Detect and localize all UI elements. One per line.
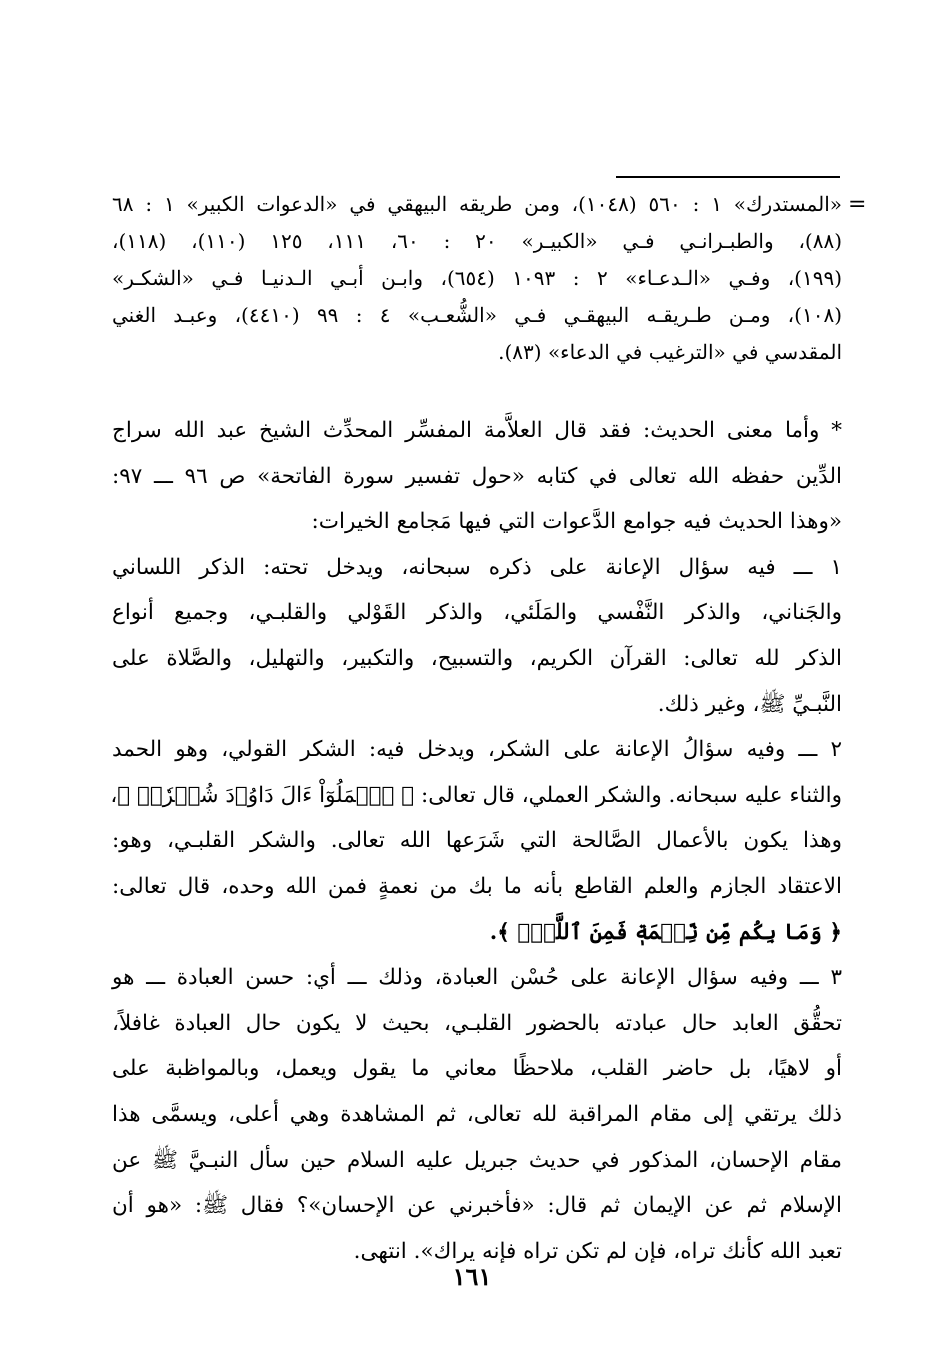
intro-paragraph [112, 408, 842, 545]
footnote-line: المقدسي في «الترغيب في الدعاء» (٨٣). [498, 340, 842, 364]
body-line: أو لاهيًا، بل حاضر القلب، ملاحظًا معاني ما يقول ويعمل، وبالمواظبة على [112, 1056, 842, 1082]
body-line: والثناء عليه سبحانه. والشكر العملي، قال تعالى: ﴿ ٱعۡمَلُوٓاْ ءَالَ دَاوُۥدَ شُكۡرٗاۚ ﴾، [110, 782, 842, 808]
footnote-line: «المستدرك» ١ : ٥٦٠ (١٠٤٨)، ومن طريقه البيهقي في «الدعوات الكبير» ١ : ٦٨ [112, 192, 843, 216]
body-line: تحقُّق العابد حال عبادته بالحضور القلبـي، بحيث لا يكون حال العبادة غافلاً، [112, 1010, 842, 1036]
point-3-paragraph [112, 955, 842, 1274]
footnote-block [112, 186, 842, 371]
point-2-paragraph [112, 727, 842, 955]
point-1-paragraph [112, 545, 842, 727]
main-body-text [112, 408, 842, 1274]
body-line: الذكر لله تعالى: القرآن الكريم، والتسبيح، والتكبير، والتهليل، والصَّلاة على [112, 645, 842, 671]
footnote-continuation-mark: = [848, 192, 867, 217]
body-line: وهذا يكون بالأعمال الصَّالحة التي شَرَعها الله تعالى. والشكر القلبـي، وهو: [112, 828, 842, 854]
page-number: ١٦١ [452, 1262, 492, 1291]
body-line: ذلك يرتقي إلى مقام المراقبة لله تعالى، ثم المشاهدة وهي أعلى، ويسمَّى هذا [112, 1101, 842, 1127]
body-line: الدِّين حفظه الله تعالى في كتابه «حول تفسير سورة الفاتحة» ص ٩٦ ـــ ٩٧: [112, 463, 842, 489]
footnote-line: (١٩٩)، وفـي «الـدعـاء» ٢ : ١٠٩٣ (٦٥٤)، وابـن أبـي الـدنيـا فـي «الشكـر» [112, 266, 843, 290]
quran-verse-line: ﴿ وَمَا بِكُم مِّن نِّعۡمَةٖ فَمِنَ ٱللَّهِۖ ﴾. [489, 919, 842, 945]
body-line: الإسلام ثم عن الإيمان ثم قال: «فأخبرني عن الإحسان»؟ فقال ﷺ: «هو أن [112, 1193, 842, 1219]
body-line: مقام الإحسان، المذكور في حديث جبريل عليه السلام حين سأل النبـيَّ ﷺ عن [112, 1147, 842, 1173]
body-line: الاعتقاد الجازم والعلم القاطع بأنه ما بك من نعمةٍ فمن الله وحده، قال تعالى: [112, 873, 842, 899]
body-line: النَّبـيِّ ﷺ، وغير ذلك. [657, 691, 842, 717]
body-line: والجَناني، والذكر النَّفْسي والمَلَئي، والذكر القَوْلي والقلبـي، وجميع أنواع [112, 600, 842, 626]
body-line: «وهذا الحديث فيه جوامع الدَّعوات التي فيها مَجامع الخيرات: [311, 509, 842, 535]
body-line: ٣ ـــ وفيه سؤال الإعانة على حُسْن العبادة، وذلك ـــ أي: حسن العبادة ـــ هو [112, 965, 842, 991]
body-line: تعبد الله كأنك تراه، فإن لم تكن تراه فإنه يراك». انتهى. [353, 1238, 842, 1264]
body-line: ٢ ـــ وفيه سؤالُ الإعانة على الشكر، ويدخل فيه: الشكر القولي، وهو الحمد [112, 737, 842, 763]
footnote-line: (٨٨)، والطبـرانـي فـي «الكبيـر» ٢٠ : ٦٠، ١١١، ١٢٥ (١١٠)، (١١٨)، [112, 229, 843, 253]
footnote-line: (١٠٨)، ومـن طـريقـه البيهقـي فـي «الشُّعـب» ٤ : ٩٩ (٤٤١٠)، وعبـد الغني [112, 303, 842, 327]
footnote-separator-rule [616, 176, 840, 178]
body-line: * وأما معنى الحديث: فقد قال العلاَّمة المفسِّر المحدِّث الشيخ عبد الله سراج [112, 418, 842, 443]
body-line: ١ ـــ فيه سؤال الإعانة على ذكره سبحانه، ويدخل تحته: الذكر اللساني [112, 554, 842, 580]
